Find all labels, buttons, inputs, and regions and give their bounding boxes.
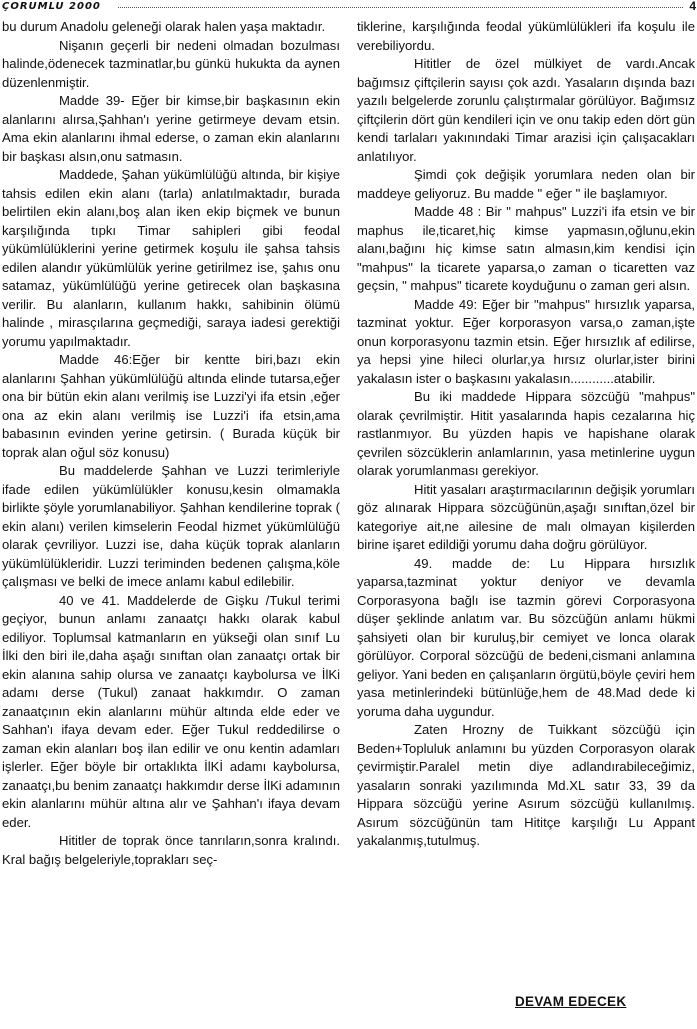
paragraph: Zaten Hrozny de Tuikkant sözcüğü için Beden+Topluluk anlamını bu yüzden Corporasyon olarak çevirmiştir.Paralel metin diye adlandırabileceğimiz, yasaların sonraki yazılımında Md.XL satır 33, 39 da Hippara sözcüğü yerine Asırum sözcüğü kullanılmış. Asırum sözcüğünün tam Hititçe karşılığı Lu Appant yakalanmış,tutulmuş.: [357, 722, 695, 848]
paragraph: Hitit yasaları araştırmacılarının değişik yorumları göz alınarak Hippara sözcüğünün,aşağı sınıftan,özel bir kategoriye ait,ne ailesine de malı olmayan kişilerden birine işaret edildiği yorumu daha doğru görülüyor.: [357, 481, 695, 552]
paragraph: Madde 48 : Bir " mahpus" Luzzi'i ifa etsin ve bir maphus ile,ticaret,hiç kimse yapmasın,oğlunu,ekin alanı,bağını hiç kimse satın almasın,kim kendisi için "mahpus" la ticarete yaparsa,o zaman o ticaretten vaz geçsin, " mahpus" ticarete koyduğunu o zaman geri alsın.: [357, 204, 695, 293]
paragraph: 49. madde de: Lu Hippara hırsızlık yaparsa,tazminat yoktur deniyor ve devamla Corporasyona bağlı ise tazmin görevi Corporasyona düşer şeklinde anlatım var. Bu sözcüğün anlamı hükmi şahsiyeti olan bir kuruluş,bir cemiyet ve lonca olarak görülüyor. Corporal sözcüğü de bedeni,cismani anlamına geliyor. Yani beden en çalışanların örgütü,böyle çeviri hem yasa metinlerindeki bütünlüğe,hem de 48.Mad dede ki yoruma daha uygundur.: [357, 555, 695, 719]
paragraph: Madde 39- Eğer bir kimse,bir başkasının ekin alanlarını alırsa,Şahhan'ı yerine getirmeye devam etsin. Ama ekin alanlarını ihmal ederse, o zaman ekin alanlarını bir başkası alsın,onu satmasın.: [2, 93, 340, 164]
paragraph: 40 ve 41. Maddelerde de Gişku /Tukul terimi geçiyor, bunun anlamı zanaatçı hakkı olarak kabul ediliyor. Toplumsal katmanların en yükseği olan sınıf Lu İlki den biri ile,daha aşağı sınıftan olan zanaatçı ortak bir ekin alanına sahip olursa ve zanaatçı kaybolursa ve İlKi adamı derse (Tukul) zanaat hakkımdır. O zaman zanaatçının ekin alanlarını mühür altında elde eder ve Sahhan'ı ifaya devam eder. Eğer Tukul reddedilirse o zaman ekin alanları boş ilan edilir ve onu kentin adamları işlerler. Eğer böyle bir ortaklıkta İlKİ adamı kaybolursa, zanaatçı,bu benim zanaatçı hakkımdır derse İlKi adamının ekin alanlarını mühür altına alır ve Şahhan'ı ifaya devam eder.: [2, 592, 340, 830]
header-dotted-rule: [118, 7, 683, 8]
newspaper-brand: ÇORUMLU 2000: [2, 1, 101, 12]
page-number: 4: [689, 0, 696, 13]
page-header: [0, 0, 697, 16]
paragraph: Bu maddelerde Şahhan ve Luzzi terimleriyle ifade edilen yükümlülükler konusu,kesin olmamakla birlikte şöyle yorumlanabiliyor. Şahhan kendilerine toprak ( ekin alanı) verilen kimselerin Feodal hizmet yükümlülüğü olarak çevriliyor. Luzzi ise, daha küçük toprak alanların yükümlülükleridir. Luzzi teriminden bedenen çalışma,köle çalışması ve belki de imece anlamı kabul edilebilir.: [2, 463, 340, 589]
paragraph: tiklerine, karşılığında feodal yükümlülükleri ifa koşulu ile verebiliyordu.: [357, 19, 695, 53]
paragraph: bu durum Anadolu geleneği olarak halen yaşa maktadır.: [2, 19, 326, 34]
paragraph: Hititler de özel mülkiyet de vardı.Ancak bağımsız çiftçilerin sayısı çok azdı. Yasaların dışında bazı yazılı belgelerde zorunlu çalıştırmalar görülüyor. Bağımsız çiftçilerin dört gün kendileri için ve onu takip eden dört gün kendi tarlaları yakınındaki Timar arazisi için çalışacakları anlatılıyor.: [357, 56, 695, 164]
continue-label: DEVAM EDECEK: [515, 994, 627, 1009]
paragraph: Hititler de toprak önce tanrıların,sonra kralındı. Kral bağış belgeleriyle,toprakları seç-: [2, 833, 340, 867]
left-text-column: [2, 18, 340, 869]
paragraph: Madde 49: Eğer bir "mahpus" hırsızlık yaparsa, tazminat yoktur. Eğer korporasyon varsa,o zaman,işte onun korporasyonu tazmin etsin. Eğer hırsızlık af edilirse, ya hepsi yine hileci olurlar,ya hırsız olurlar,ister birini yakalasın ister o başkasını yakalasın............atabilir.: [357, 296, 695, 386]
paragraph: Nişanın geçerli bir nedeni olmadan bozulması halinde,ödenecek tazminatlar,bu günkü hukukta da aynen düzenlenmiştir.: [2, 37, 340, 90]
paragraph: Maddede, Şahan yükümlülüğü altında, bir kişiye tahsis edilen ekin alanı (tarla) anlatılmaktadır, burada belirtilen ekin alanı,boş alan iken ekip biçmek ve bunun karşılığında tıpkı Timar sahipleri gibi feodal yükümlülüklerini yerine getirmek koşulu ile şahsa tahsis edilen alandır yükümlülük yerine getirilmez ise, şahıs onu satamaz, yükümlülüğü yerine getirecek olan başkasına verilir. Bu alanların, kullanım hakkı, sahibinin ölümü halinde , mirasçılarına geçmediği, saraya iadesi gerektiği yorumu yapılmaktadır.: [2, 167, 340, 349]
paragraph: Bu iki maddede Hippara sözcüğü "mahpus" olarak çevrilmiştir. Hitit yasalarında hapis cezalarına hiç rastlanmıyor. Bu yüzden hapis ve hapishane olarak çevrilen sözcüklerin anlamlarının, yasa metinlerine uygun olarak yorumlanması gerekiyor.: [357, 389, 695, 478]
paragraph: Madde 46:Eğer bir kentte biri,bazı ekin alanlarını Şahhan yükümlülüğü altında elinde tutarsa,eğer ona bir bütün ekin alanı verilmiş ise Luzzi'yi ifa etsin ,eğer ona az ekin alanı verilmiş ise Luzzi'i ifa etsin,ama babasının evinden yerine getirsin. ( Burada küçük bir toprak alan oğul söz konusu): [2, 352, 340, 460]
paragraph: Şimdi çok değişik yorumlara neden olan bir maddeye geliyoruz. Bu madde " eğer " ile başlamıyor.: [357, 167, 695, 201]
right-text-column: [357, 18, 695, 851]
